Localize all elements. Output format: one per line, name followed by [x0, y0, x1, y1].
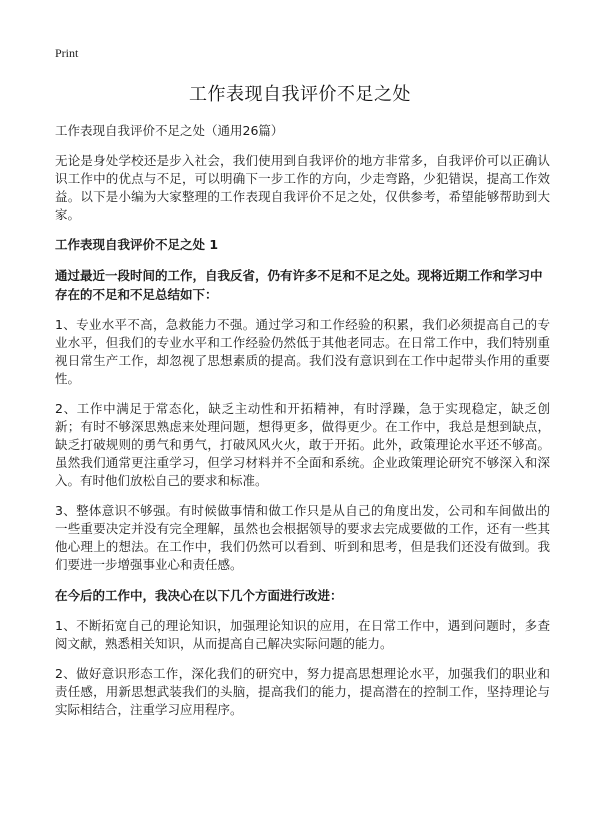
section-heading: 工作表现自我评价不足之处 1	[55, 237, 219, 252]
shortcoming-item-2: 2、工作中满足于常态化，缺乏主动性和开拓精神，有时浮躁，急于实现稳定，缺乏创新；有时不够深思熟虑来处理问题，想得更多，做得更少。在工作中，我总是想到缺点，缺乏打破规则的勇气和勇气，打破风风火火，敢于开拓。此外，政策理论水平还不够高。虽然我们通常更注重学习，但学习材料并不全面和系统。企业政策理论研究不够深入和深入。有时他们放松自己的要求和标准。	[55, 401, 550, 488]
improvement-heading: 在今后的工作中，我决心在以下几个方面进行改进：	[55, 588, 343, 603]
document-body	[55, 122, 550, 731]
improvement-item-1: 1、不断拓宽自己的理论知识，加强理论知识的应用，在日常工作中，遇到问题时，多查阅文献，熟悉相关知识，从而提高自己解决实际问题的能力。	[55, 618, 550, 651]
shortcoming-item-3: 3、整体意识不够强。有时候做事情和做工作只是从自己的角度出发，公司和车间做出的一些重要决定并没有完全理解，虽然也会根据领导的要求去完成要做的工作，还有一些其他心理上的想法。在工作中，我们仍然可以看到、听到和思考，但是我们还没有做到。我们要进一步增强事业心和责任感。	[55, 503, 550, 572]
document-subtitle: 工作表现自我评价不足之处（通用26篇）	[55, 123, 284, 138]
section-lead-paragraph: 通过最近一段时间的工作，自我反省，仍有许多不足和不足之处。现将近期工作和学习中存在的不足和不足总结如下：	[55, 268, 543, 302]
improvement-item-2: 2、做好意识形态工作，深化我们的研究中，努力提高思想理论水平，加强我们的职业和责任感，用新思想武装我们的头脑，提高我们的能力，提高潜在的控制工作，坚持理论与实际相结合，注重学习应用程序。	[55, 666, 550, 717]
document-title: 工作表现自我评价不足之处	[189, 84, 411, 105]
shortcoming-item-1: 1、专业水平不高，急救能力不强。通过学习和工作经验的积累，我们必须提高自己的专业水平，但我们的专业水平和工作经验仍然低于其他老同志。在日常工作中，我们特别重视日常生产工作，却忽视了思想素质的提高。我们没有意识到在工作中起带头作用的重要性。	[55, 317, 550, 386]
intro-paragraph: 无论是身处学校还是步入社会，我们使用到自我评价的地方非常多，自我评价可以正确认识工作中的优点与不足，可以明确下一步工作的方向，少走弯路，少犯错误，提高工作效益。以下是小编为大家整理的工作表现自我评价不足之处，仅供参考，希望能够帮助到大家。	[55, 153, 550, 222]
print-label: Print	[55, 46, 79, 60]
